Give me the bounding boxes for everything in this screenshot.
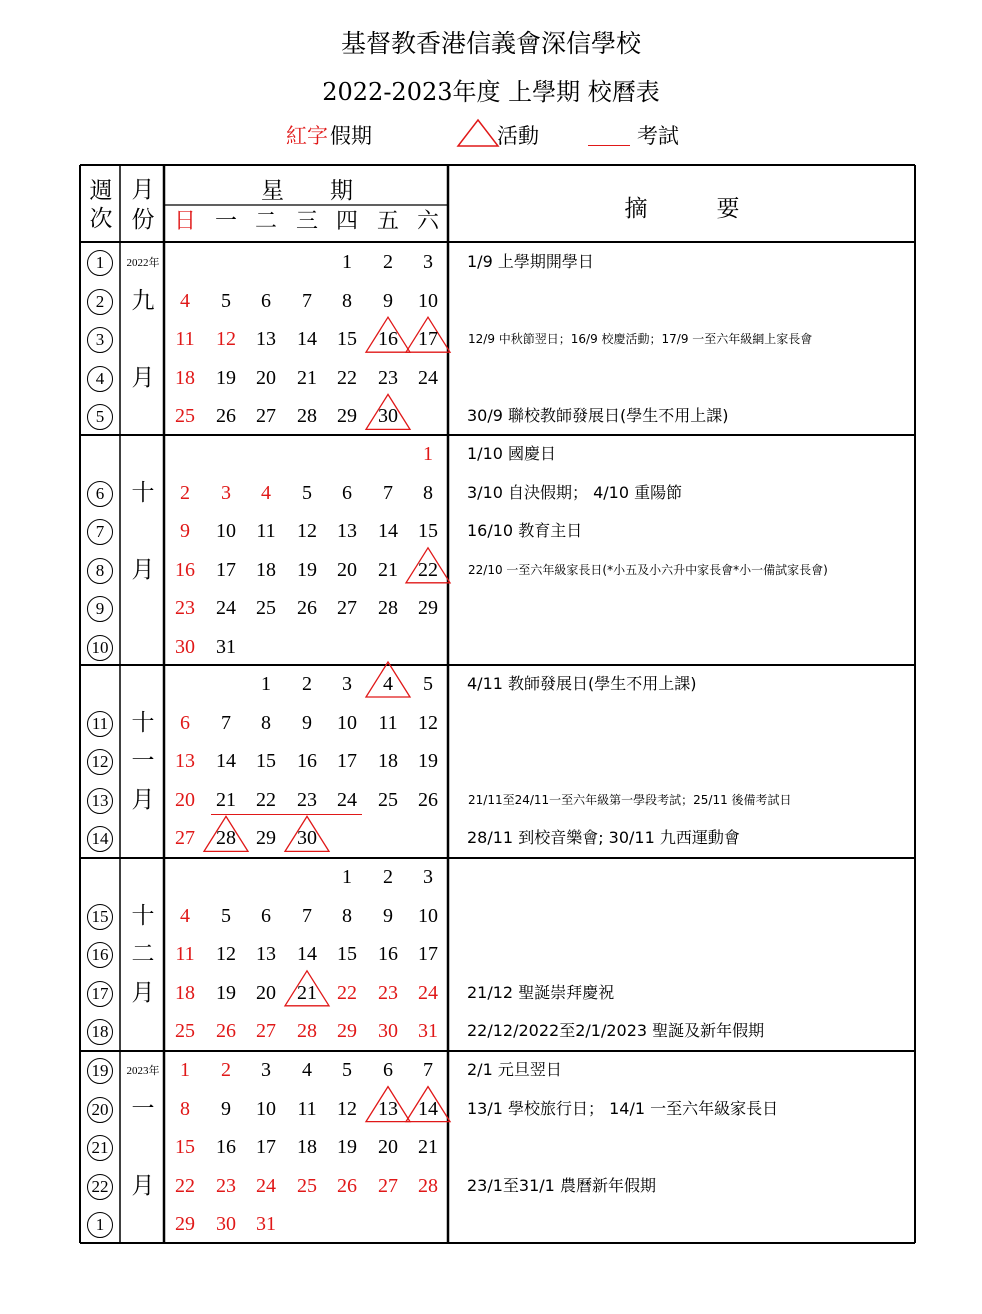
day-number: 9: [180, 520, 190, 543]
day-number: 27: [256, 1020, 276, 1043]
day-number: 19: [337, 1136, 357, 1159]
week-number: 1: [87, 1212, 113, 1238]
day-number: 10: [418, 904, 438, 927]
day-number: 15: [337, 943, 357, 966]
day-number: 22: [418, 558, 438, 581]
month-char: 一: [131, 1095, 155, 1122]
month-char: 十: [131, 479, 155, 506]
day-number: 20: [175, 788, 195, 811]
day-number: 18: [297, 1136, 317, 1159]
day-number: 14: [297, 943, 317, 966]
day-number: 3: [423, 866, 433, 888]
week-number: 20: [87, 1097, 113, 1123]
day-number: 21: [297, 981, 317, 1004]
summary-note: 30/9 聯校教師發展日(學生不用上課): [467, 406, 729, 426]
day-number: 19: [216, 366, 236, 389]
day-number: 13: [337, 520, 357, 543]
day-number: 5: [423, 673, 433, 695]
month-char: 十: [131, 709, 155, 736]
week-number: 9: [87, 596, 113, 622]
day-number: 11: [256, 520, 276, 543]
day-number: 8: [342, 289, 352, 312]
day-number: 12: [297, 520, 317, 543]
legend-holiday-text: 紅字: [286, 124, 328, 148]
month-char: 月: [131, 786, 155, 813]
month-char: 一: [131, 748, 155, 775]
day-number: 2: [383, 866, 393, 888]
day-number: 14: [297, 328, 317, 351]
day-number: 27: [175, 827, 195, 850]
day-number: 25: [175, 1020, 195, 1043]
day-number: 7: [302, 904, 312, 927]
day-number: 30: [378, 405, 398, 428]
day-number: 28: [418, 1174, 438, 1197]
weekday-label: 三: [295, 209, 318, 234]
day-number: 16: [378, 328, 398, 351]
day-number: 26: [216, 405, 236, 428]
week-number: 1: [87, 250, 113, 276]
week-number: 2: [87, 289, 113, 315]
day-number: 4: [180, 289, 190, 312]
summary-note: 3/10 自決假期； 4/10 重陽節: [467, 482, 683, 502]
month-char: 月: [131, 364, 155, 391]
day-number: 23: [216, 1174, 236, 1197]
week-number: 11: [87, 711, 113, 737]
day-number: 16: [216, 1136, 236, 1159]
day-number: 14: [216, 750, 236, 773]
day-number: 18: [175, 366, 195, 389]
day-number: 8: [423, 481, 433, 504]
day-number: 7: [423, 1059, 433, 1081]
day-number: 21: [297, 366, 317, 389]
day-number: 4: [261, 481, 271, 504]
day-number: 12: [216, 328, 236, 351]
weekday-label: 日: [173, 209, 196, 234]
summary-note: 22/12/2022至2/1/2023 聖誕及新年假期: [467, 1021, 765, 1041]
day-number: 1: [342, 866, 352, 888]
day-number: 12: [216, 943, 236, 966]
day-number: 3: [261, 1059, 271, 1081]
day-number: 25: [378, 788, 398, 811]
day-number: 3: [423, 251, 433, 273]
day-number: 1: [261, 673, 271, 695]
summary-note: 2/1 元旦翌日: [467, 1060, 562, 1079]
day-number: 5: [221, 289, 231, 312]
week-number: 13: [87, 788, 113, 814]
day-number: 28: [297, 405, 317, 428]
summary-note: 1/10 國慶日: [467, 444, 557, 463]
day-number: 22: [337, 366, 357, 389]
day-number: 17: [256, 1136, 276, 1159]
day-number: 30: [378, 1020, 398, 1043]
week-number: 6: [87, 481, 113, 507]
day-number: 27: [337, 597, 357, 620]
day-number: 20: [337, 558, 357, 581]
day-number: 13: [256, 328, 276, 351]
day-number: 30: [297, 827, 317, 850]
summary-note: 21/11至24/11一至六年級第一學段考試；25/11 後備考試日: [468, 792, 792, 807]
day-number: 8: [342, 904, 352, 927]
month-char: 月: [131, 979, 155, 1006]
summary-note: 23/1至31/1 農曆新年假期: [467, 1175, 656, 1195]
weekday-label: 二: [254, 209, 277, 234]
day-number: 15: [337, 328, 357, 351]
day-number: 19: [418, 750, 438, 773]
month-char: 月: [131, 1172, 155, 1199]
month-header-line1: 月: [131, 177, 155, 203]
day-number: 1: [180, 1059, 190, 1081]
day-number: 13: [256, 943, 276, 966]
day-number: 24: [216, 597, 236, 620]
day-number: 25: [256, 597, 276, 620]
day-number: 28: [216, 827, 236, 850]
week-number: 18: [87, 1019, 113, 1045]
day-number: 6: [261, 289, 271, 312]
day-number: 9: [383, 289, 393, 312]
legend-holiday-label: 假期: [330, 124, 372, 148]
week-number: 7: [87, 519, 113, 545]
week-number: 5: [87, 404, 113, 430]
month-char: 月: [131, 556, 155, 583]
week-number: 8: [87, 558, 113, 584]
day-number: 8: [180, 1097, 190, 1120]
day-number: 19: [216, 981, 236, 1004]
week-header-line1: 週: [89, 178, 113, 204]
day-number: 5: [221, 904, 231, 927]
summary-note: 16/10 教育主日: [467, 521, 583, 541]
day-number: 9: [383, 904, 393, 927]
day-number: 21: [216, 788, 236, 811]
day-number: 26: [337, 1174, 357, 1197]
day-number: 21: [418, 1136, 438, 1159]
month-char: 十: [131, 902, 155, 929]
day-number: 24: [337, 788, 357, 811]
day-number: 26: [297, 597, 317, 620]
day-number: 22: [175, 1174, 195, 1197]
week-number: 16: [87, 942, 113, 968]
day-number: 28: [378, 597, 398, 620]
week-number: 3: [87, 327, 113, 353]
day-number: 25: [297, 1174, 317, 1197]
day-number: 2: [302, 673, 312, 695]
year-label: 2022年: [126, 257, 160, 269]
day-number: 6: [342, 481, 352, 504]
day-number: 23: [297, 788, 317, 811]
month-char: 二: [131, 941, 155, 968]
day-number: 24: [418, 366, 438, 389]
day-number: 17: [418, 328, 438, 351]
day-number: 3: [342, 673, 352, 695]
day-number: 23: [378, 981, 398, 1004]
day-number: 6: [383, 1059, 393, 1081]
day-number: 4: [302, 1059, 312, 1081]
summary-note: 13/1 學校旅行日； 14/1 一至六年級家長日: [467, 1098, 779, 1118]
legend-activity-label: 活動: [497, 124, 539, 148]
week-number: 4: [87, 366, 113, 392]
day-number: 3: [221, 481, 231, 504]
school-name: 基督教香港信義會深信學校: [340, 29, 641, 58]
day-number: 11: [175, 943, 195, 966]
day-number: 20: [378, 1136, 398, 1159]
day-number: 2: [180, 481, 190, 504]
day-number: 17: [216, 558, 236, 581]
week-number: 15: [87, 904, 113, 930]
day-number: 11: [378, 711, 398, 734]
day-number: 26: [418, 788, 438, 811]
day-number: 27: [378, 1174, 398, 1197]
month-header-line2: 份: [131, 207, 155, 233]
day-number: 28: [297, 1020, 317, 1043]
weekday-label: 四: [335, 209, 358, 234]
year-label: 2023年: [126, 1065, 160, 1077]
day-number: 12: [337, 1097, 357, 1120]
day-number: 20: [256, 366, 276, 389]
day-number: 2: [383, 251, 393, 273]
day-number: 16: [297, 750, 317, 773]
day-number: 2: [221, 1059, 231, 1081]
day-number: 29: [256, 827, 276, 850]
week-number: 19: [87, 1058, 113, 1084]
month-header: [122, 175, 164, 235]
month-char: 九: [131, 287, 155, 314]
week-header: [85, 177, 117, 233]
day-number: 17: [337, 750, 357, 773]
summary-note: 12/9 中秋節翌日；16/9 校慶活動；17/9 一至六年級網上家長會: [468, 332, 813, 347]
summary-header: 摘 要: [624, 196, 740, 222]
day-number: 16: [378, 943, 398, 966]
day-number: 24: [418, 981, 438, 1004]
day-number: 31: [256, 1213, 276, 1236]
day-number: 5: [342, 1059, 352, 1081]
day-number: 23: [175, 597, 195, 620]
legend-exam-label: 考試: [637, 124, 679, 148]
summary-note: 22/10 一至六年級家長日(*小五及小六升中家長會*小一備試家長會): [468, 562, 828, 577]
week-number: 21: [87, 1135, 113, 1161]
day-number: 18: [378, 750, 398, 773]
summary-note: 28/11 到校音樂會; 30/11 九西運動會: [467, 828, 740, 848]
day-number: 15: [418, 520, 438, 543]
day-number: 30: [216, 1213, 236, 1236]
day-number: 20: [256, 981, 276, 1004]
exam-underline: [211, 814, 362, 815]
day-number: 17: [418, 943, 438, 966]
week-number: 17: [87, 981, 113, 1007]
day-number: 29: [337, 1020, 357, 1043]
day-number: 7: [221, 711, 231, 734]
day-number: 1: [423, 443, 433, 465]
day-number: 22: [256, 788, 276, 811]
day-number: 10: [256, 1097, 276, 1120]
day-number: 14: [418, 1097, 438, 1120]
day-number: 23: [378, 366, 398, 389]
day-number: 13: [175, 750, 195, 773]
day-number: 6: [180, 711, 190, 734]
weekday-label: 一: [214, 209, 237, 234]
day-number: 5: [302, 481, 312, 504]
day-number: 6: [261, 904, 271, 927]
week-number: 14: [87, 826, 113, 852]
day-number: 22: [337, 981, 357, 1004]
summary-note: 1/9 上學期開學日: [467, 252, 594, 271]
day-number: 18: [256, 558, 276, 581]
week-number: 10: [87, 635, 113, 661]
week-number: 22: [87, 1174, 113, 1200]
day-number: 25: [175, 405, 195, 428]
day-number: 10: [418, 289, 438, 312]
day-number: 16: [175, 558, 195, 581]
day-number: 1: [342, 251, 352, 273]
day-number: 24: [256, 1174, 276, 1197]
day-number: 27: [256, 405, 276, 428]
day-number: 15: [175, 1136, 195, 1159]
day-number: 29: [337, 405, 357, 428]
day-number: 31: [216, 636, 236, 658]
day-number: 29: [418, 597, 438, 620]
day-number: 4: [383, 673, 393, 695]
day-number: 14: [378, 520, 398, 543]
weekday-label: 五: [376, 209, 399, 234]
weekday-header: 星 期: [261, 178, 353, 204]
day-number: 10: [216, 520, 236, 543]
week-number: 12: [87, 749, 113, 775]
summary-note: 4/11 教師發展日(學生不用上課): [467, 674, 697, 693]
day-number: 12: [418, 711, 438, 734]
day-number: 11: [175, 328, 195, 351]
day-number: 21: [378, 558, 398, 581]
calendar-title: 2022-2023年度 上學期 校曆表: [322, 78, 660, 106]
day-number: 29: [175, 1213, 195, 1236]
day-number: 7: [302, 289, 312, 312]
day-number: 19: [297, 558, 317, 581]
day-number: 11: [297, 1097, 317, 1120]
day-number: 18: [175, 981, 195, 1004]
weekday-label: 六: [416, 209, 439, 234]
week-header-line2: 次: [89, 206, 113, 232]
day-number: 7: [383, 481, 393, 504]
day-number: 9: [302, 711, 312, 734]
day-number: 9: [221, 1097, 231, 1120]
day-number: 4: [180, 904, 190, 927]
day-number: 8: [261, 711, 271, 734]
day-number: 10: [337, 711, 357, 734]
day-number: 15: [256, 750, 276, 773]
day-number: 13: [378, 1097, 398, 1120]
day-number: 30: [175, 636, 195, 658]
day-number: 31: [418, 1020, 438, 1043]
day-number: 26: [216, 1020, 236, 1043]
summary-note: 21/12 聖誕崇拜慶祝: [467, 982, 615, 1002]
